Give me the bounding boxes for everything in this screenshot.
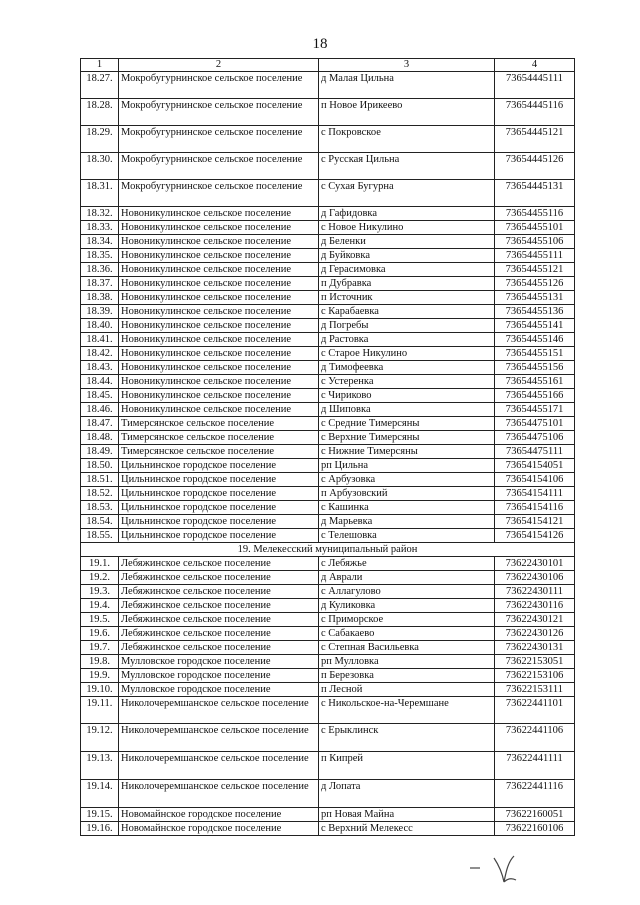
row-number: 19.5. [81, 613, 119, 627]
settlement-name: Лебяжинское сельское поселение [119, 613, 319, 627]
oktmo-code: 73654455131 [495, 291, 575, 305]
settlement-name: Николочеремшанское сельское поселение [119, 752, 319, 780]
locality-name: д Герасимовка [319, 263, 495, 277]
row-number: 18.33. [81, 221, 119, 235]
row-number: 18.40. [81, 319, 119, 333]
settlement-name: Лебяжинское сельское поселение [119, 571, 319, 585]
settlement-name: Мулловское городское поселение [119, 669, 319, 683]
locality-name: с Новое Никулино [319, 221, 495, 235]
table-row [81, 571, 575, 585]
settlement-name: Лебяжинское сельское поселение [119, 599, 319, 613]
table-row [81, 305, 575, 319]
row-number: 18.42. [81, 347, 119, 361]
locality-name: с Средние Тимерсяны [319, 417, 495, 431]
row-number: 19.11. [81, 697, 119, 724]
table-row [81, 669, 575, 683]
table-row [81, 389, 575, 403]
row-number: 18.36. [81, 263, 119, 277]
row-number: 18.37. [81, 277, 119, 291]
row-number: 18.29. [81, 126, 119, 153]
section-heading-row [81, 543, 575, 557]
settlement-name: Новоникулинское сельское поселение [119, 389, 319, 403]
oktmo-code: 73622430131 [495, 641, 575, 655]
settlement-name: Новоникулинское сельское поселение [119, 221, 319, 235]
table-row [81, 235, 575, 249]
table-row [81, 627, 575, 641]
oktmo-code: 73654445111 [495, 72, 575, 99]
locality-name: п Арбузовский [319, 487, 495, 501]
locality-name: с Ерыклинск [319, 724, 495, 752]
oktmo-code: 73622430116 [495, 599, 575, 613]
settlement-name: Николочеремшанское сельское поселение [119, 724, 319, 752]
table-row [81, 361, 575, 375]
row-number: 19.14. [81, 780, 119, 808]
locality-name: д Шиповка [319, 403, 495, 417]
settlement-name: Тимерсянское сельское поселение [119, 417, 319, 431]
locality-name: с Кашинка [319, 501, 495, 515]
locality-name: с Русская Цильна [319, 153, 495, 180]
oktmo-code: 73654455146 [495, 333, 575, 347]
oktmo-code: 73654455141 [495, 319, 575, 333]
locality-name: д Беленки [319, 235, 495, 249]
page-number: 18 [312, 36, 328, 52]
locality-name: д Куликовка [319, 599, 495, 613]
locality-name: рп Мулловка [319, 655, 495, 669]
row-number: 18.54. [81, 515, 119, 529]
table-row [81, 780, 575, 808]
locality-name: с Покровское [319, 126, 495, 153]
settlement-name: Новоникулинское сельское поселение [119, 347, 319, 361]
table-row [81, 585, 575, 599]
table-row [81, 697, 575, 724]
table-row [81, 501, 575, 515]
row-number: 18.34. [81, 235, 119, 249]
oktmo-code: 73654455156 [495, 361, 575, 375]
oktmo-code: 73654475111 [495, 445, 575, 459]
oktmo-code: 73622153051 [495, 655, 575, 669]
table-header-row [81, 59, 575, 72]
table-row [81, 347, 575, 361]
row-number: 18.44. [81, 375, 119, 389]
settlement-name: Мокробугурнинское сельское поселение [119, 99, 319, 126]
oktmo-code: 73654154116 [495, 501, 575, 515]
locality-name: с Аллагулово [319, 585, 495, 599]
locality-name: с Никольское-на-Черемшане [319, 697, 495, 724]
table-body [81, 72, 575, 836]
settlement-name: Лебяжинское сельское поселение [119, 557, 319, 571]
row-number: 18.27. [81, 72, 119, 99]
row-number: 19.13. [81, 752, 119, 780]
settlement-name: Новоникулинское сельское поселение [119, 375, 319, 389]
oktmo-code: 73654455106 [495, 235, 575, 249]
oktmo-code: 73654445121 [495, 126, 575, 153]
row-number: 19.3. [81, 585, 119, 599]
table-row [81, 724, 575, 752]
oktmo-code: 73622441101 [495, 697, 575, 724]
table-row [81, 277, 575, 291]
table-row [81, 319, 575, 333]
row-number: 18.47. [81, 417, 119, 431]
settlement-name: Новомайнское городское поселение [119, 808, 319, 822]
table-row [81, 613, 575, 627]
row-number: 18.32. [81, 207, 119, 221]
locality-name: п Кипрей [319, 752, 495, 780]
locality-name: с Арбузовка [319, 473, 495, 487]
locality-name: с Чириково [319, 389, 495, 403]
table-row [81, 529, 575, 543]
oktmo-code: 73622441106 [495, 724, 575, 752]
locality-name: д Марьевка [319, 515, 495, 529]
row-number: 19.7. [81, 641, 119, 655]
settlements-table [80, 58, 575, 836]
row-number: 19.2. [81, 571, 119, 585]
row-number: 18.43. [81, 361, 119, 375]
locality-name: с Верхние Тимерсяны [319, 431, 495, 445]
table-row [81, 473, 575, 487]
settlement-name: Цильнинское городское поселение [119, 515, 319, 529]
table-row [81, 487, 575, 501]
table-row [81, 126, 575, 153]
row-number: 19.6. [81, 627, 119, 641]
oktmo-code: 73654455101 [495, 221, 575, 235]
settlement-name: Новоникулинское сельское поселение [119, 249, 319, 263]
settlement-name: Цильнинское городское поселение [119, 487, 319, 501]
table-row [81, 291, 575, 305]
table-row [81, 641, 575, 655]
row-number: 19.10. [81, 683, 119, 697]
oktmo-code: 73654445131 [495, 180, 575, 207]
settlement-name: Цильнинское городское поселение [119, 501, 319, 515]
table-row [81, 417, 575, 431]
oktmo-code: 73654455151 [495, 347, 575, 361]
oktmo-code: 73654455166 [495, 389, 575, 403]
row-number: 18.39. [81, 305, 119, 319]
oktmo-code: 73622430106 [495, 571, 575, 585]
oktmo-code: 73654154051 [495, 459, 575, 473]
settlement-name: Новомайнское городское поселение [119, 822, 319, 836]
table-row [81, 263, 575, 277]
oktmo-code: 73654455126 [495, 277, 575, 291]
row-number: 18.30. [81, 153, 119, 180]
table-row [81, 333, 575, 347]
table-row [81, 822, 575, 836]
oktmo-code: 73654455121 [495, 263, 575, 277]
row-number: 19.16. [81, 822, 119, 836]
settlement-name: Тимерсянское сельское поселение [119, 431, 319, 445]
locality-name: с Степная Васильевка [319, 641, 495, 655]
settlement-name: Лебяжинское сельское поселение [119, 585, 319, 599]
locality-name: с Приморское [319, 613, 495, 627]
settlement-name: Мокробугурнинское сельское поселение [119, 72, 319, 99]
oktmo-code: 73654475101 [495, 417, 575, 431]
settlement-name: Цильнинское городское поселение [119, 473, 319, 487]
table-row [81, 249, 575, 263]
settlement-name: Мулловское городское поселение [119, 655, 319, 669]
locality-name: п Дубравка [319, 277, 495, 291]
column-header: 1 [81, 59, 119, 72]
locality-name: д Растовка [319, 333, 495, 347]
locality-name: рп Цильна [319, 459, 495, 473]
settlement-name: Новоникулинское сельское поселение [119, 403, 319, 417]
row-number: 18.48. [81, 431, 119, 445]
table-row [81, 655, 575, 669]
settlement-name: Мокробугурнинское сельское поселение [119, 126, 319, 153]
row-number: 18.35. [81, 249, 119, 263]
settlement-name: Цильнинское городское поселение [119, 529, 319, 543]
settlement-name: Мулловское городское поселение [119, 683, 319, 697]
settlement-name: Цильнинское городское поселение [119, 459, 319, 473]
settlement-name: Новоникулинское сельское поселение [119, 277, 319, 291]
locality-name: с Нижние Тимерсяны [319, 445, 495, 459]
table-row [81, 752, 575, 780]
oktmo-code: 73622441116 [495, 780, 575, 808]
oktmo-code: 73622441111 [495, 752, 575, 780]
settlement-name: Новоникулинское сельское поселение [119, 305, 319, 319]
table-row [81, 207, 575, 221]
oktmo-code: 73622430111 [495, 585, 575, 599]
table-row [81, 683, 575, 697]
settlement-name: Тимерсянское сельское поселение [119, 445, 319, 459]
oktmo-code: 73654445116 [495, 99, 575, 126]
table-row [81, 459, 575, 473]
oktmo-code: 73654455111 [495, 249, 575, 263]
oktmo-code: 73622430101 [495, 557, 575, 571]
table-row [81, 99, 575, 126]
row-number: 18.51. [81, 473, 119, 487]
row-number: 18.28. [81, 99, 119, 126]
settlement-name: Новоникулинское сельское поселение [119, 361, 319, 375]
oktmo-code: 73654154111 [495, 487, 575, 501]
settlement-name: Новоникулинское сельское поселение [119, 291, 319, 305]
handwritten-mark [468, 848, 528, 888]
settlement-name: Лебяжинское сельское поселение [119, 627, 319, 641]
settlement-name: Николочеремшанское сельское поселение [119, 780, 319, 808]
table-row [81, 599, 575, 613]
row-number: 18.49. [81, 445, 119, 459]
table-row [81, 445, 575, 459]
locality-name: д Малая Цильна [319, 72, 495, 99]
row-number: 18.31. [81, 180, 119, 207]
oktmo-code: 73622153106 [495, 669, 575, 683]
table-row [81, 153, 575, 180]
locality-name: п Источник [319, 291, 495, 305]
row-number: 18.55. [81, 529, 119, 543]
oktmo-code: 73654445126 [495, 153, 575, 180]
oktmo-code: 73654455171 [495, 403, 575, 417]
oktmo-code: 73622153111 [495, 683, 575, 697]
settlement-name: Николочеремшанское сельское поселение [119, 697, 319, 724]
row-number: 19.12. [81, 724, 119, 752]
locality-name: п Лесной [319, 683, 495, 697]
locality-name: с Устеренка [319, 375, 495, 389]
oktmo-code: 73654154126 [495, 529, 575, 543]
row-number: 18.45. [81, 389, 119, 403]
settlement-name: Новоникулинское сельское поселение [119, 263, 319, 277]
locality-name: с Старое Никулино [319, 347, 495, 361]
locality-name: с Сухая Бугурна [319, 180, 495, 207]
table-row [81, 808, 575, 822]
oktmo-code: 73654154106 [495, 473, 575, 487]
settlement-name: Новоникулинское сельское поселение [119, 319, 319, 333]
oktmo-code: 73622160106 [495, 822, 575, 836]
locality-name: д Гафидовка [319, 207, 495, 221]
locality-name: д Аврали [319, 571, 495, 585]
oktmo-code: 73654455136 [495, 305, 575, 319]
row-number: 19.4. [81, 599, 119, 613]
oktmo-code: 73622430121 [495, 613, 575, 627]
locality-name: с Карабаевка [319, 305, 495, 319]
oktmo-code: 73654154121 [495, 515, 575, 529]
settlement-name: Новоникулинское сельское поселение [119, 207, 319, 221]
oktmo-code: 73622160051 [495, 808, 575, 822]
locality-name: д Буйковка [319, 249, 495, 263]
table-row [81, 403, 575, 417]
locality-name: рп Новая Майна [319, 808, 495, 822]
column-header: 3 [319, 59, 495, 72]
row-number: 19.8. [81, 655, 119, 669]
settlement-name: Лебяжинское сельское поселение [119, 641, 319, 655]
table-row [81, 221, 575, 235]
row-number: 18.41. [81, 333, 119, 347]
row-number: 18.46. [81, 403, 119, 417]
section-heading: 19. Мелекесский муниципальный район [81, 543, 575, 557]
table-row [81, 515, 575, 529]
column-header: 2 [119, 59, 319, 72]
locality-name: д Лопата [319, 780, 495, 808]
table-row [81, 431, 575, 445]
locality-name: с Лебяжье [319, 557, 495, 571]
locality-name: с Сабакаево [319, 627, 495, 641]
settlement-name: Новоникулинское сельское поселение [119, 333, 319, 347]
locality-name: п Березовка [319, 669, 495, 683]
row-number: 18.50. [81, 459, 119, 473]
locality-name: д Тимофеевка [319, 361, 495, 375]
locality-name: с Верхний Мелекесс [319, 822, 495, 836]
column-header: 4 [495, 59, 575, 72]
row-number: 19.1. [81, 557, 119, 571]
locality-name: д Погребы [319, 319, 495, 333]
oktmo-code: 73654455161 [495, 375, 575, 389]
row-number: 18.52. [81, 487, 119, 501]
oktmo-code: 73654455116 [495, 207, 575, 221]
oktmo-code: 73622430126 [495, 627, 575, 641]
table-row [81, 180, 575, 207]
row-number: 18.38. [81, 291, 119, 305]
table-row [81, 557, 575, 571]
row-number: 19.15. [81, 808, 119, 822]
row-number: 18.53. [81, 501, 119, 515]
table-row [81, 375, 575, 389]
settlement-name: Новоникулинское сельское поселение [119, 235, 319, 249]
row-number: 19.9. [81, 669, 119, 683]
settlement-name: Мокробугурнинское сельское поселение [119, 153, 319, 180]
locality-name: с Телешовка [319, 529, 495, 543]
oktmo-code: 73654475106 [495, 431, 575, 445]
settlement-name: Мокробугурнинское сельское поселение [119, 180, 319, 207]
table-row [81, 72, 575, 99]
locality-name: п Новое Ирикеево [319, 99, 495, 126]
